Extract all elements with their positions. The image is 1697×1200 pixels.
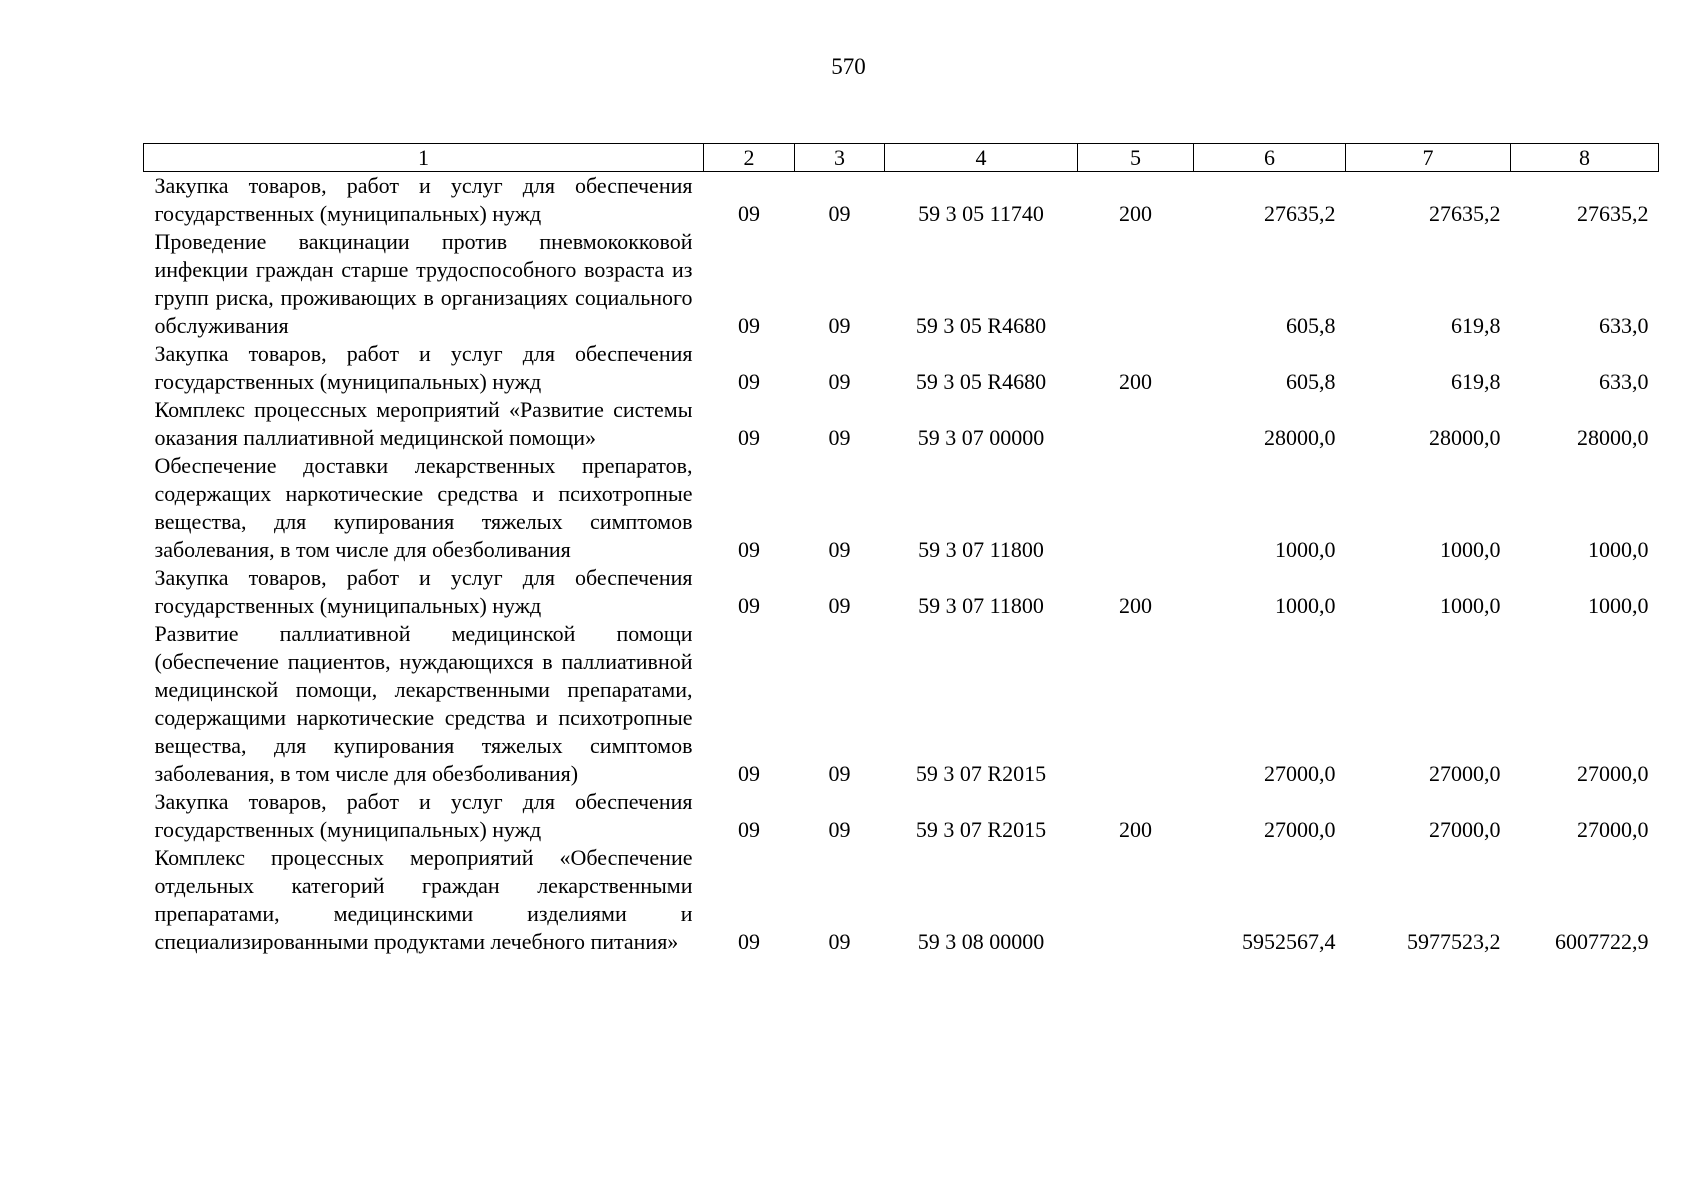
row-subsection: 09 <box>828 817 851 842</box>
row-amount-6: 27635,2 <box>1264 201 1336 226</box>
row-name: Обеспечение доставки лекарственных препаратов, содержащих наркотические средства и психотропные вещества, для купирования тяжелых симптомов заболевания, в том числе для обезболивания <box>154 453 693 562</box>
row-amount-8: 1000,0 <box>1588 537 1649 562</box>
row-section: 09 <box>738 817 760 842</box>
page-number: 570 <box>831 54 866 79</box>
row-target-code: 59 3 07 R2015 <box>915 817 1047 842</box>
row-amount-8: 28000,0 <box>1577 425 1649 450</box>
row-section: 09 <box>738 929 760 954</box>
row-amount-8: 6007722,9 <box>1555 929 1649 954</box>
table-row <box>144 564 1659 620</box>
row-name: Комплекс процессных мероприятий «Обеспечение отдельных категорий граждан лекарственными препаратами, медицинскими изделиями и специализированными продуктами лечебного питания» <box>154 845 693 954</box>
row-subsection: 09 <box>828 593 851 618</box>
row-name: Закупка товаров, работ и услуг для обеспечения государственных (муниципальных) нужд <box>154 789 693 842</box>
row-amount-8: 27635,2 <box>1577 201 1649 226</box>
table-row <box>144 452 1659 564</box>
row-target-code: 59 3 05 R4680 <box>915 369 1047 394</box>
row-name: Закупка товаров, работ и услуг для обеспечения государственных (муниципальных) нужд <box>154 565 693 618</box>
row-subsection: 09 <box>828 537 851 562</box>
row-amount-7: 619,8 <box>1451 313 1501 338</box>
row-target-code: 59 3 07 00000 <box>917 425 1045 450</box>
row-expense-type: 200 <box>1119 593 1152 618</box>
row-name: Проведение вакцинации против пневмококковой инфекции граждан старше трудоспособного возраста из групп риска, проживающих в организациях социального обслуживания <box>154 229 693 338</box>
row-target-code: 59 3 07 R2015 <box>915 761 1047 786</box>
row-subsection: 09 <box>828 929 851 954</box>
row-amount-7: 28000,0 <box>1429 425 1501 450</box>
row-section: 09 <box>738 313 760 338</box>
row-amount-7: 27635,2 <box>1429 201 1501 226</box>
row-amount-8: 1000,0 <box>1588 593 1649 618</box>
row-amount-7: 1000,0 <box>1440 593 1501 618</box>
row-expense-type <box>1078 620 1194 788</box>
table-body <box>144 172 1659 957</box>
budget-table <box>143 143 1659 956</box>
row-section: 09 <box>738 201 760 226</box>
header-cell: 5 <box>1078 144 1194 172</box>
row-subsection: 09 <box>828 425 851 450</box>
row-expense-type: 200 <box>1119 201 1152 226</box>
table-row <box>144 620 1659 788</box>
row-target-code: 59 3 05 11740 <box>918 201 1044 226</box>
row-name: Развитие паллиативной медицинской помощи (обеспечение пациентов, нуждающихся в паллиативной медицинской помощи, лекарственными препаратами, содержащими наркотические средства и психотропные вещества, для купирования тяжелых симптомов заболевания, в том числе для обезболивания) <box>154 621 693 786</box>
row-expense-type <box>1078 844 1194 956</box>
table-row <box>144 396 1659 452</box>
header-cell: 3 <box>795 144 885 172</box>
row-amount-7: 27000,0 <box>1429 817 1501 842</box>
header-row <box>144 144 1659 172</box>
row-name: Закупка товаров, работ и услуг для обеспечения государственных (муниципальных) нужд <box>154 173 693 226</box>
row-subsection: 09 <box>828 313 851 338</box>
table-row <box>144 844 1659 956</box>
row-amount-6: 5952567,4 <box>1242 929 1336 954</box>
row-amount-6: 605,8 <box>1286 369 1336 394</box>
row-section: 09 <box>738 425 760 450</box>
row-amount-7: 619,8 <box>1451 369 1501 394</box>
header-cell: 8 <box>1511 144 1659 172</box>
row-amount-8: 633,0 <box>1599 369 1649 394</box>
row-section: 09 <box>738 761 760 786</box>
row-amount-7: 5977523,2 <box>1407 929 1501 954</box>
row-amount-8: 27000,0 <box>1577 761 1649 786</box>
row-subsection: 09 <box>828 201 851 226</box>
row-amount-8: 633,0 <box>1599 313 1649 338</box>
row-amount-6: 605,8 <box>1286 313 1336 338</box>
table-row <box>144 228 1659 340</box>
row-expense-type: 200 <box>1119 817 1152 842</box>
row-amount-6: 27000,0 <box>1264 817 1336 842</box>
row-section: 09 <box>738 369 760 394</box>
row-target-code: 59 3 05 R4680 <box>915 313 1047 338</box>
row-expense-type: 200 <box>1119 369 1152 394</box>
row-expense-type <box>1078 452 1194 564</box>
row-amount-8: 27000,0 <box>1577 817 1649 842</box>
table-row <box>144 788 1659 844</box>
header-cell: 1 <box>144 144 704 172</box>
row-name: Комплекс процессных мероприятий «Развитие системы оказания паллиативной медицинской помощи» <box>154 397 693 450</box>
row-subsection: 09 <box>828 761 851 786</box>
row-section: 09 <box>738 537 760 562</box>
row-amount-6: 1000,0 <box>1275 593 1336 618</box>
table-row <box>144 172 1659 229</box>
row-subsection: 09 <box>828 369 851 394</box>
header-cell: 7 <box>1346 144 1511 172</box>
row-amount-6: 27000,0 <box>1264 761 1336 786</box>
row-amount-6: 28000,0 <box>1264 425 1336 450</box>
row-section: 09 <box>738 593 760 618</box>
row-expense-type <box>1078 228 1194 340</box>
row-expense-type <box>1078 396 1194 452</box>
row-name: Закупка товаров, работ и услуг для обеспечения государственных (муниципальных) нужд <box>154 341 693 394</box>
row-amount-7: 27000,0 <box>1429 761 1501 786</box>
header-cell: 6 <box>1194 144 1346 172</box>
header-cell: 2 <box>704 144 795 172</box>
row-target-code: 59 3 08 00000 <box>917 929 1045 954</box>
table-row <box>144 340 1659 396</box>
row-amount-6: 1000,0 <box>1275 537 1336 562</box>
header-cell: 4 <box>885 144 1078 172</box>
row-amount-7: 1000,0 <box>1440 537 1501 562</box>
row-target-code: 59 3 07 11800 <box>918 537 1044 562</box>
row-target-code: 59 3 07 11800 <box>918 593 1044 618</box>
